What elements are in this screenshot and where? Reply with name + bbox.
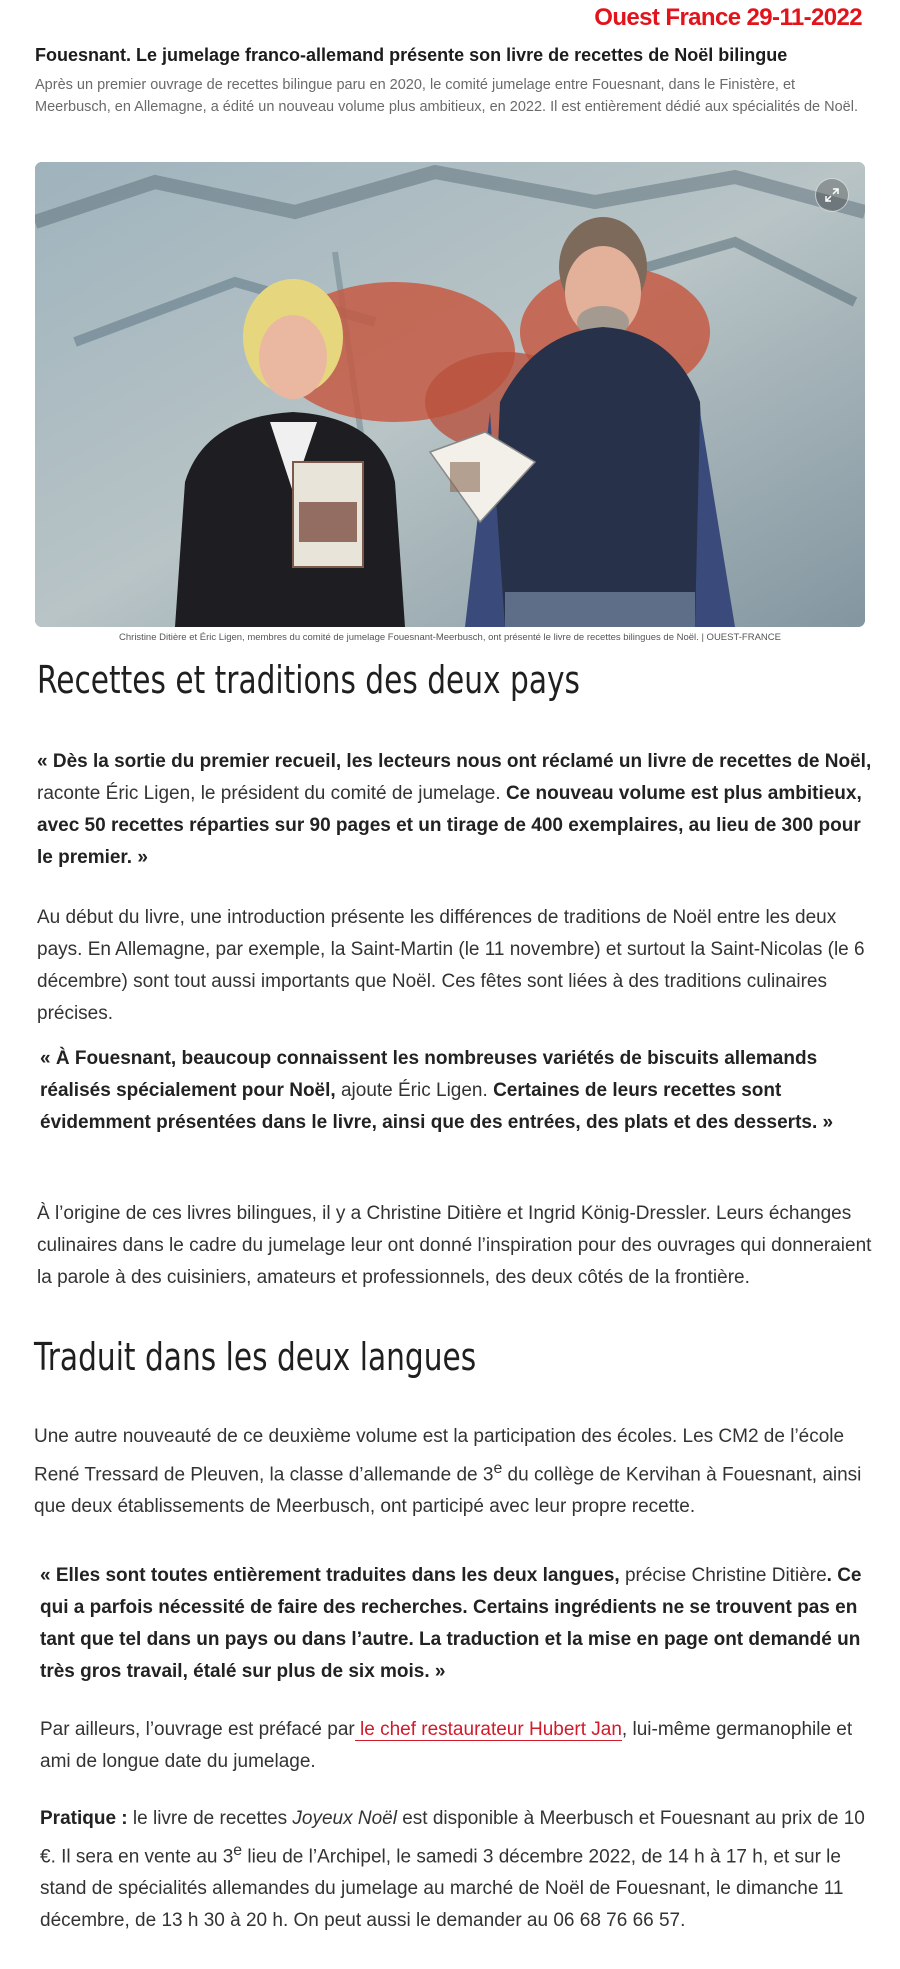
pratique-book-title: Joyeux Noël — [292, 1808, 397, 1829]
quote-paragraph-2 — [40, 1043, 876, 1139]
chef-link[interactable]: le chef restaurateur Hubert Jan — [354, 1719, 622, 1740]
ecoles-part-b: du collège de Kervihan à Fouesnant, ainsi que deux établissements de Meerbusch, ont participé avec leur propre recette. — [34, 1464, 862, 1518]
ecoles-superscript: e — [493, 1460, 503, 1477]
preface-part-a: Par ailleurs, l’ouvrage est préfacé par — [40, 1719, 355, 1740]
quote-3-part-b: précise Christine Ditière — [619, 1565, 827, 1586]
photo-illustration — [35, 162, 865, 627]
pratique-part-a: le livre de recettes — [127, 1808, 293, 1829]
quote-3-part-c: . Ce qui a parfois nécessité de faire des recherches. Certains ingrédients ne se trouvent pas en tant que tel dans un pays ou dans l’autre. La traduction et la mise en page ont demandé un très gros travail, étalé sur plus de six mois. » — [40, 1565, 862, 1682]
body-paragraph-preface — [40, 1714, 876, 1778]
photo-expand-button[interactable] — [815, 178, 849, 212]
section-title-recettes: Recettes et traditions des deux pays — [37, 658, 580, 702]
article-lead: Après un premier ouvrage de recettes bilingue paru en 2020, le comité jumelage entre Fouesnant, dans le Finistère, et Meerbusch, en Allemagne, a édité un nouveau volume plus ambitieux, en 2022. Il est entièrement dédié aux spécialités de Noël. — [35, 77, 858, 115]
quote-paragraph-3 — [40, 1560, 876, 1688]
expand-icon — [825, 188, 839, 202]
quote-2-part-a: « À Fouesnant, beaucoup connaissent les nombreuses variétés de biscuits allemands réalisés spécialement pour Noël, — [40, 1048, 818, 1101]
article-photo — [35, 162, 865, 627]
section-title-traduit: Traduit dans les deux langues — [34, 1335, 477, 1379]
article-headline: Fouesnant. Le jumelage franco-allemand présente son livre de recettes de Noël bilingue — [35, 45, 788, 65]
quote-3-part-a: « Elles sont toutes entièrement traduites dans les deux langues, — [40, 1565, 620, 1586]
quote-1-part-c: Ce nouveau volume est plus ambitieux, avec 50 recettes réparties sur 90 pages et un tirage de 400 exemplaires, au lieu de 300 pour le premier. » — [37, 783, 862, 868]
pratique-superscript: e — [233, 1842, 243, 1859]
quote-2-part-b: ajoute Éric Ligen. — [335, 1080, 494, 1101]
quote-2-part-c: Certaines de leurs recettes sont évidemment présentées dans le livre, ainsi que des entrées, des plats et des desserts. » — [40, 1080, 834, 1133]
newspaper-date-stamp: Ouest France 29-11-2022 — [594, 4, 862, 31]
pratique-part-b: est disponible à Meerbusch et Fouesnant au prix de 10 €. Il sera en vente au 3 — [40, 1808, 865, 1868]
body-paragraph-pratique — [40, 1803, 876, 1937]
preface-part-b: , lui-même germanophile et ami de longue date du jumelage. — [40, 1719, 853, 1772]
pratique-label: Pratique : — [40, 1808, 128, 1829]
photo-caption: Christine Ditière et Éric Ligen, membres du comité de jumelage Fouesnant-Meerbusch, ont présenté le livre de recettes bilingues de Noël. | OUEST-FRANCE — [119, 632, 781, 643]
quote-1-part-b: raconte Éric Ligen, le président du comité de jumelage. — [37, 783, 506, 804]
body-paragraph-traditions: Au début du livre, une introduction présente les différences de traditions de Noël entre les deux pays. En Allemagne, par exemple, la Saint-Martin (le 11 novembre) et surtout la Saint-Nicolas (le 6 décembre) sont tout aussi importants que Noël. Ces fêtes sont liées à des traditions culinaires précises. — [37, 907, 865, 1024]
body-paragraph-ecoles — [34, 1421, 874, 1523]
quote-1-part-a: « Dès la sortie du premier recueil, les lecteurs nous ont réclamé un livre de recettes de Noël, — [37, 751, 872, 772]
pratique-part-c: lieu de l’Archipel, le samedi 3 décembre 2022, de 14 h à 17 h, et sur le stand de spécialités allemandes du jumelage au marché de Noël de Fouesnant, le dimanche 11 décembre, de 13 h 30 à 20 h. On peut aussi le demander au 06 68 76 66 57. — [40, 1846, 844, 1932]
ecoles-part-a: Une autre nouveauté de ce deuxième volume est la participation des écoles. Les CM2 de l’école René Tressard de Pleuven, la classe d’allemande de 3 — [34, 1426, 845, 1486]
body-paragraph-origine: À l’origine de ces livres bilingues, il y a Christine Ditière et Ingrid König-Dressler. Leurs échanges culinaires dans le cadre du jumelage leur ont donné l’inspiration pour des ouvrages qui donneraient la parole à des cuisiniers, amateurs et professionnels, des deux côtés de la frontière. — [37, 1203, 872, 1288]
quote-paragraph-1 — [37, 746, 873, 874]
